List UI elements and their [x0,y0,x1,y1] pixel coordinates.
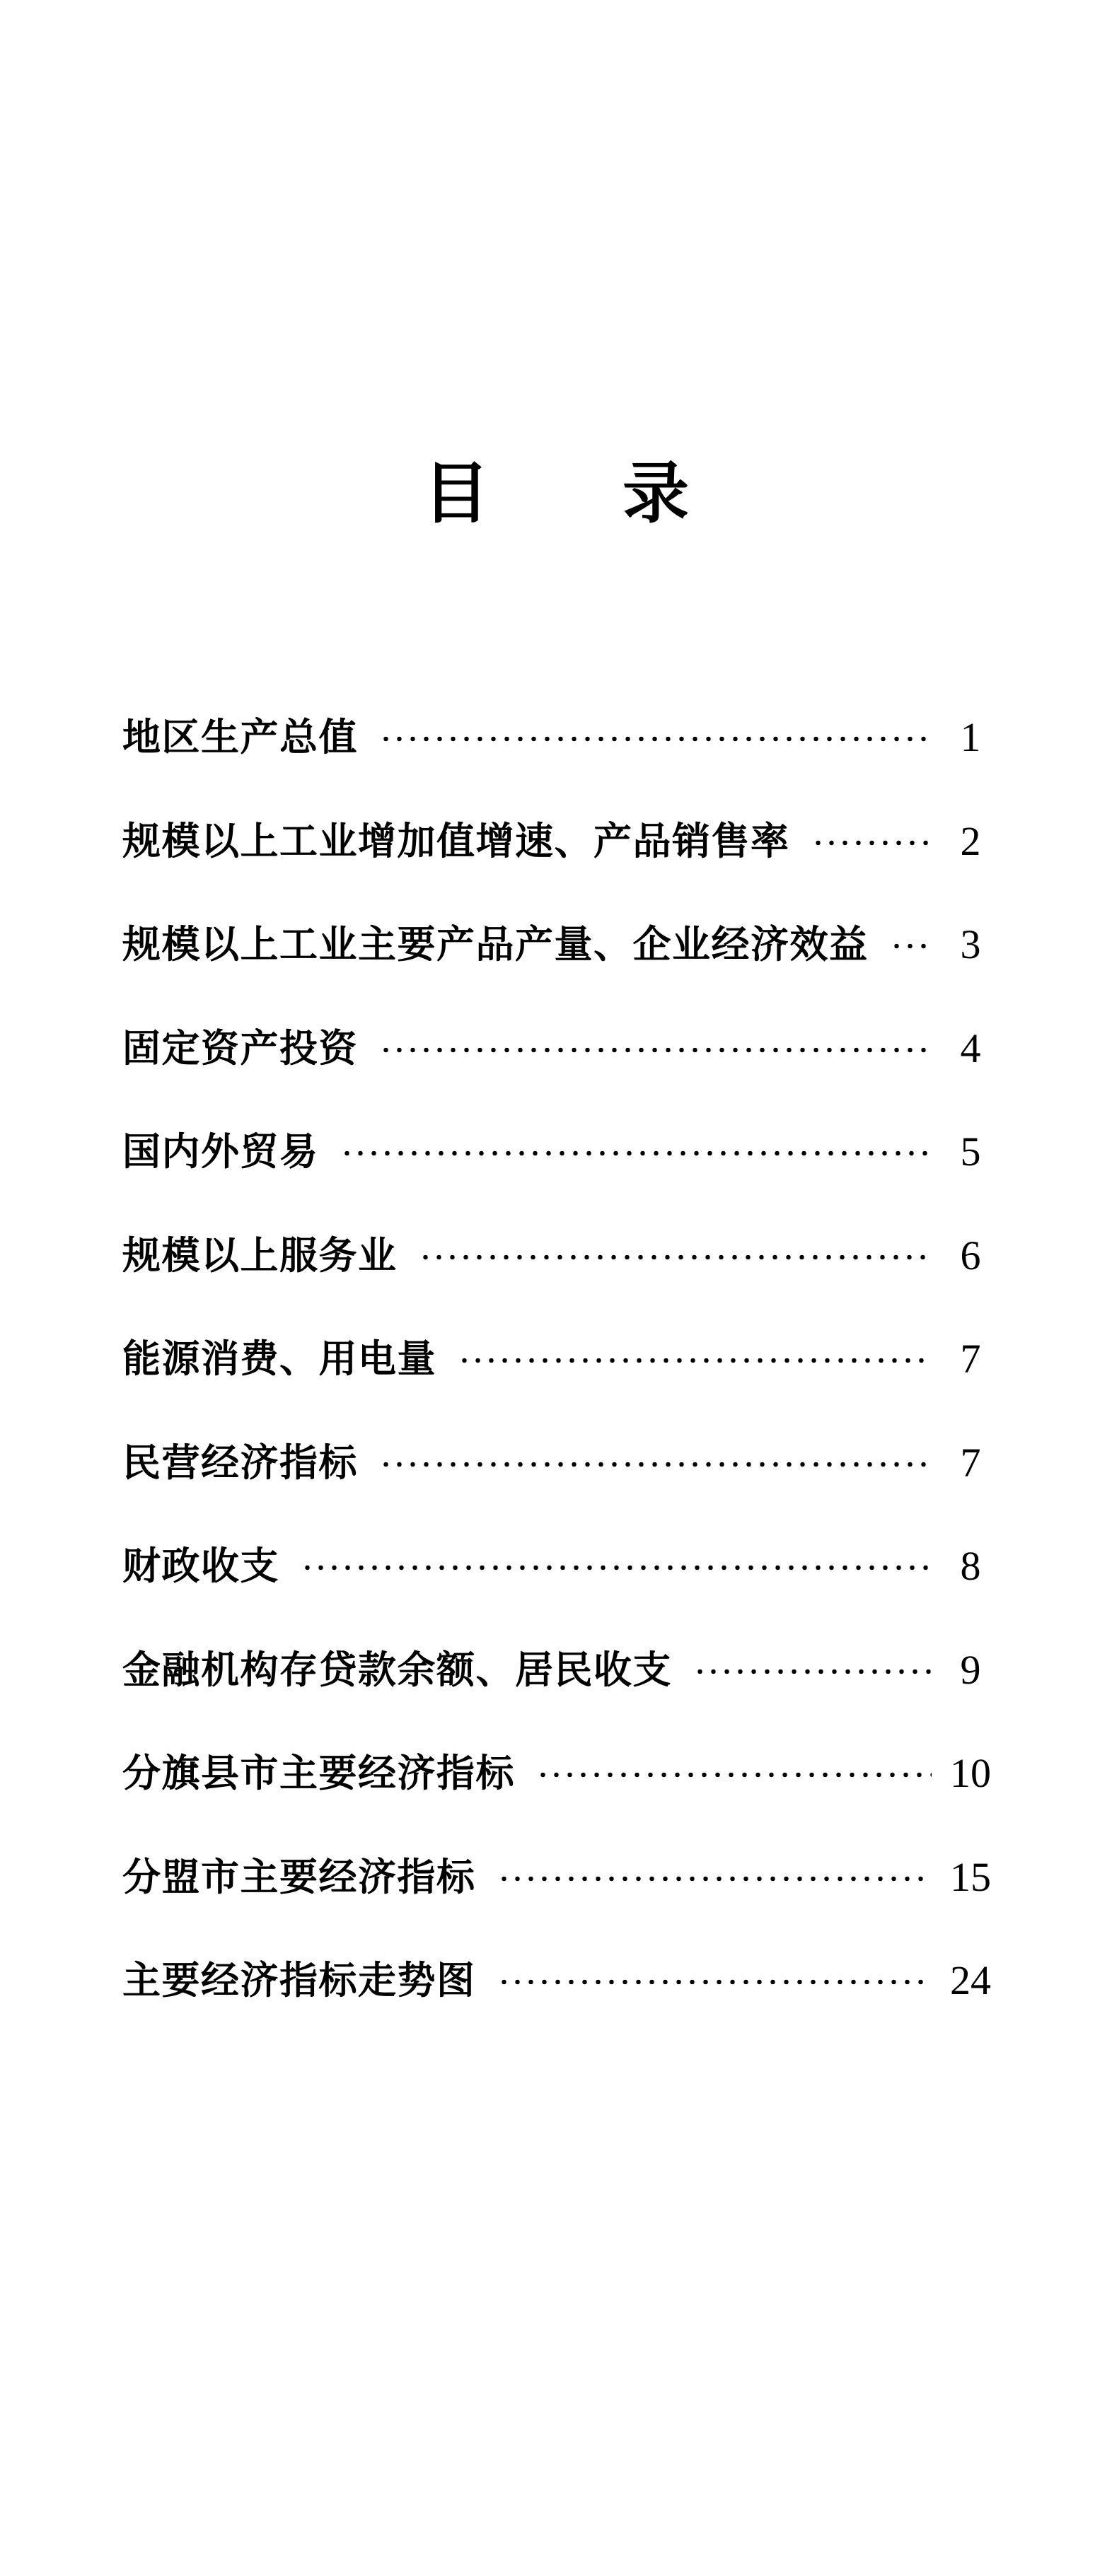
toc-entry-label: 分旗县市主要经济指标 [122,1752,515,1795]
toc-entry-label: 国内外贸易 [122,1131,319,1174]
toc-entry [122,1619,1000,1723]
dot-leader [419,1254,932,1260]
toc-entry-label: 地区生产总值 [122,716,358,759]
dot-leader [340,1150,932,1156]
dot-leader [890,943,932,949]
toc-entry-page-number: 7 [960,1439,981,1486]
toc-entry-label: 主要经济指标走势图 [122,1959,476,2003]
toc-entry-page-number: 9 [960,1646,981,1693]
toc-entry-label: 规模以上工业主要产品产量、企业经济效益 [122,923,869,967]
toc-entry-page-number: 6 [960,1232,981,1278]
toc-entry-label: 分盟市主要经济指标 [122,1855,476,1899]
toc-entry-label: 规模以上服务业 [122,1234,398,1277]
toc-entry-label: 固定资产投资 [122,1027,358,1070]
toc-entry [122,1100,1000,1204]
toc-entry [122,1204,1000,1308]
toc-entry-label: 民营经济指标 [122,1441,358,1484]
toc-entry-page-number: 24 [950,1957,991,2004]
toc-entry-label: 规模以上工业增加值增速、产品销售率 [122,820,790,863]
toc-entry-page-number: 8 [960,1543,981,1590]
toc-entry [122,1307,1000,1411]
toc-entry-page-number: 2 [960,817,981,864]
dot-leader [811,840,932,846]
dot-leader [379,1047,932,1053]
toc-entry-page-number: 4 [960,1025,981,1071]
toc-entry [122,790,1000,894]
page-title: 目 录 [422,457,689,531]
toc-entry [122,893,1000,997]
toc-entry [122,1411,1000,1515]
toc-entry-label: 能源消费、用电量 [122,1338,436,1381]
toc-entry [122,686,1000,790]
dot-leader [379,1462,932,1467]
dot-leader [536,1772,932,1778]
toc-entry [122,1722,1000,1826]
toc-entry [122,1515,1000,1619]
toc-entry-page-number: 5 [960,1129,981,1175]
dot-leader [497,1979,932,1985]
dot-leader [301,1565,932,1570]
toc-entry-page-number: 7 [960,1336,981,1382]
dot-leader [458,1358,932,1363]
toc-entry-page-number: 1 [960,714,981,761]
toc-entry-label: 财政收支 [122,1545,279,1588]
toc-entry [122,1929,1000,2033]
toc-entry [122,1826,1000,1930]
toc-entry-page-number: 10 [950,1750,991,1797]
toc-entry-label: 金融机构存贷款余额、居民收支 [122,1648,672,1691]
toc-entry-page-number: 15 [950,1853,991,1900]
dot-leader [497,1876,932,1882]
toc-entry-page-number: 3 [960,921,981,968]
toc-entry [122,997,1000,1101]
dot-leader [693,1669,932,1674]
dot-leader [379,736,932,742]
toc-list [122,686,1000,2033]
